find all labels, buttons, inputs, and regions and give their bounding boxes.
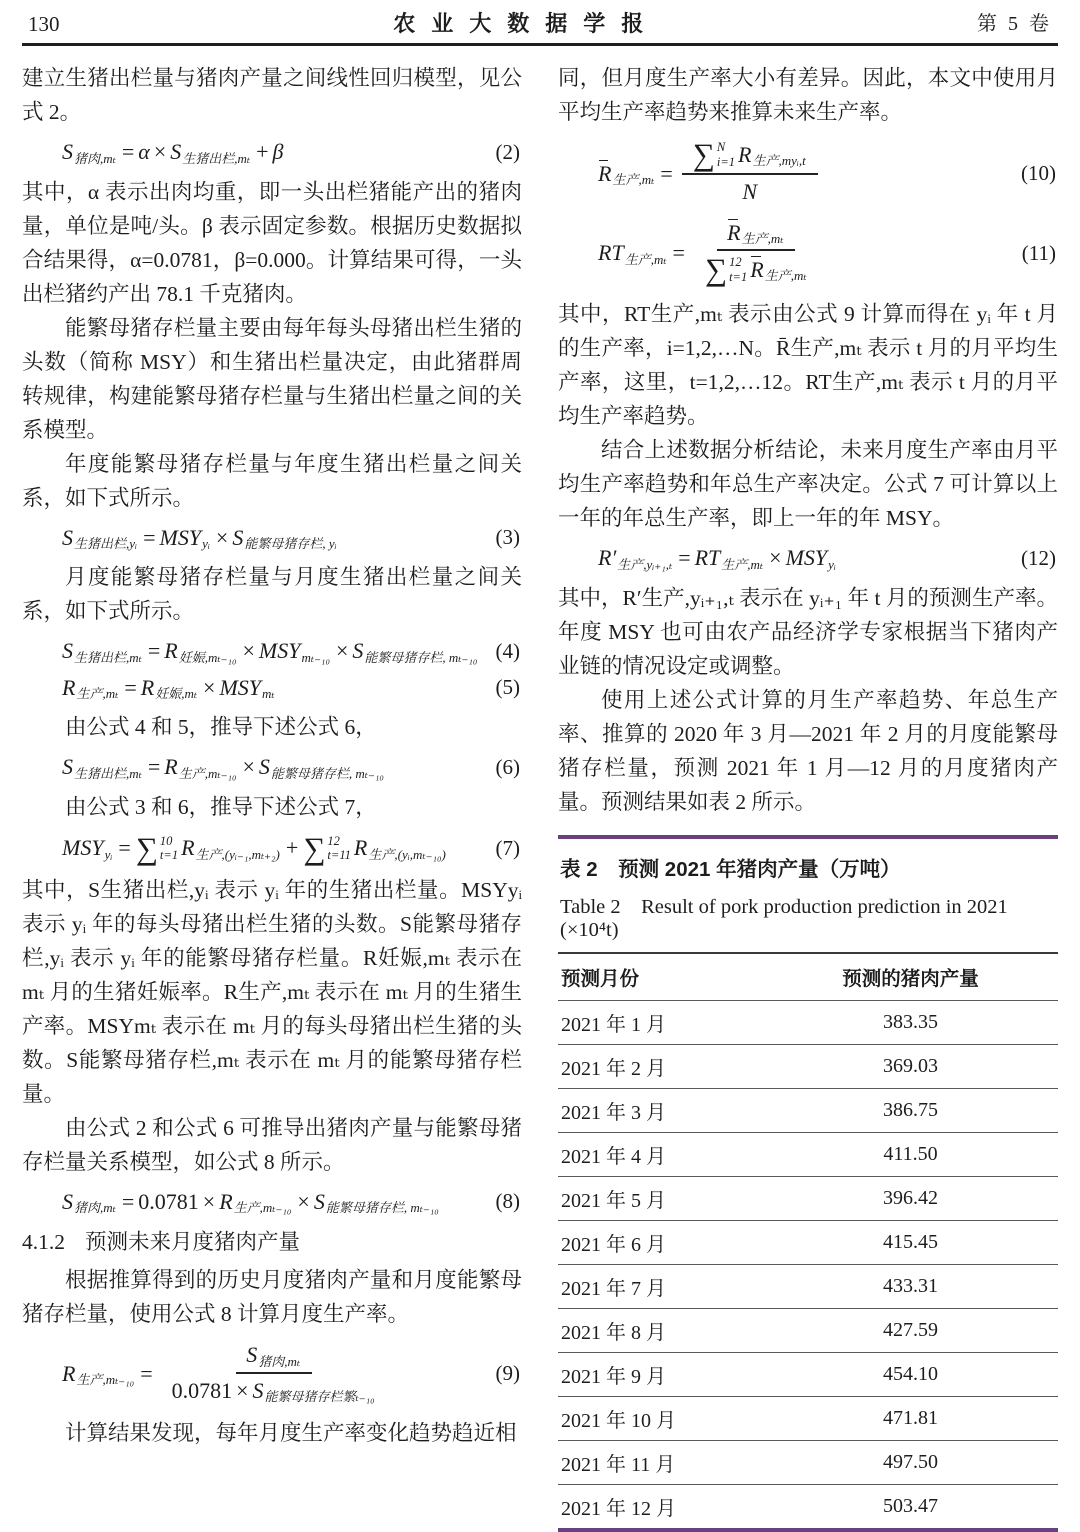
math-subscript: 能繁母猪存栏, mₜ₋₁₀ (325, 1200, 439, 1216)
formula (558, 218, 1058, 289)
math-token: = (140, 1360, 153, 1386)
math-variable: R (140, 674, 155, 700)
formula-body (598, 138, 1021, 209)
math-subscript: yᵢ (104, 846, 113, 862)
math-token: = (672, 240, 685, 265)
journal-title: 农业大数据学报 (393, 11, 660, 36)
math-token: R (727, 219, 741, 245)
math-subscript: 生产,mₜ₋₁₀ (233, 1200, 292, 1216)
math-subscript: 妊娠,mₜ₋₁₀ (178, 649, 237, 665)
formula-body (62, 637, 496, 665)
upper-limit: 12 (729, 255, 742, 270)
math-token: × (153, 139, 167, 164)
math-variable: R (353, 835, 368, 861)
math-token: R (750, 256, 764, 282)
math-subscript: 猪肉,mₜ (74, 1200, 116, 1216)
math-token: × (769, 545, 782, 570)
right-column-text (558, 61, 1058, 819)
formula (22, 1188, 522, 1216)
fraction-numerator (682, 138, 818, 175)
paragraph: 其中，R′生产,yᵢ₊₁,ₜ 表示在 yᵢ₊₁ 年 t 月的预测生产率。年度 MSY 也可由农产品经济学专家根据当下猪肉产业链的情况设定或调整。 (558, 585, 1058, 678)
formula-number: (12) (1021, 545, 1056, 570)
math-token: = (121, 1188, 135, 1214)
formula (22, 637, 522, 665)
sigma-glyph: ∑ (704, 252, 728, 287)
paragraph: 计算结果发现，每年月度生产率变化趋势趋近相 (65, 1421, 517, 1445)
value-cell: 427.59 (763, 1308, 1058, 1352)
month-cell: 2021 年 1 月 (558, 1000, 763, 1044)
formula-number: (3) (495, 525, 520, 550)
table-header-row (558, 953, 1058, 1001)
formula-body (62, 674, 496, 702)
paragraph: 能繁母猪存栏量主要由每年每头母猪出栏生猪的头数（简称 MSY）和生猪出栏量决定，由此猪群周转规律，构建能繁母猪存栏量与生猪出栏量之间的关系模型。 (22, 315, 522, 442)
section-number: 4.1.2 (22, 1230, 65, 1254)
math-variable: MSY (159, 524, 202, 550)
summation-limits (327, 834, 350, 863)
math-variable: S (246, 1342, 258, 1367)
math-subscript: 妊娠,mₜ (155, 686, 198, 702)
math-token: = (147, 638, 161, 663)
math-variable: β (272, 139, 284, 164)
sigma-glyph: ∑ (692, 137, 715, 172)
math-token: × (203, 674, 216, 700)
formula-body (62, 753, 496, 781)
math-token: × (335, 638, 349, 663)
value-cell: 383.35 (763, 1000, 1058, 1044)
formula-number: (7) (495, 835, 520, 860)
formula-number: (4) (495, 638, 520, 663)
formula (22, 1340, 522, 1407)
math-subscript: 生产,mₜ (624, 251, 667, 267)
formula (558, 138, 1058, 209)
math-subscript: 生产,(yᵢ,mₜ₋₁₀) (368, 846, 446, 862)
summation-symbol (705, 254, 747, 285)
summation-symbol (135, 830, 179, 866)
math-subscript: yᵢ (828, 556, 836, 572)
fraction (694, 218, 819, 289)
math-variable: MSY (258, 638, 301, 663)
lower-limit: t=1 (159, 848, 179, 862)
math-variable: S (313, 1188, 325, 1214)
math-token: = (147, 754, 161, 779)
formula-body (62, 1340, 496, 1407)
fraction-denominator (694, 251, 819, 288)
math-subscript: 生猪出栏,mₜ (182, 150, 251, 166)
paragraph: 结合上述数据分析结论，未来月度生产率由月平均生产率趋势和年总生产率决定。公式 7 可计算以上一年的年总生产率，即上一年的年 MSY。 (558, 438, 1058, 530)
section-title: 预测未来月度猪肉产量 (85, 1230, 301, 1254)
math-subscript: 能繁母猪存栏, yᵢ (244, 536, 337, 552)
sigma-glyph: ∑ (135, 830, 158, 866)
math-token: × (202, 1188, 216, 1214)
fraction (162, 1340, 387, 1407)
math-variable: R′ (598, 545, 617, 570)
math-variable: RT (598, 240, 624, 265)
value-cell: 369.03 (763, 1044, 1058, 1088)
upper-limit: 12 (327, 833, 340, 848)
paragraph: 其中，S生猪出栏,yᵢ 表示 yᵢ 年的生猪出栏量。MSYyᵢ 表示 yᵢ 年的每头母猪出栏生猪的头数。S能繁母猪存栏,yᵢ 表示 yᵢ 年的能繁母猪存栏量。R妊娠,mₜ 表示在 mₜ 月的生猪妊娠率。R生产,mₜ 表示在 mₜ 月的生猪生产率。MSYmₜ 表示在 mₜ 月的每头母猪出栏生猪的头数。S能繁母猪存栏,mₜ 表示在 mₜ 月的能繁母猪存栏量。 (22, 877, 522, 1106)
table-caption-zh: 表 2 预测 2021 年猪肉产量（万吨） (560, 857, 901, 881)
formula (558, 544, 1058, 572)
page-number: 130 (28, 12, 60, 36)
summation-limits (717, 140, 735, 169)
paragraph: 建立生猪出栏量与猪肉产量之间线性回归模型，见公式 2。 (22, 66, 522, 124)
math-token: 0.0781 (138, 1188, 199, 1214)
math-token: × (242, 754, 255, 779)
math-variable: S (232, 524, 244, 550)
table-row (558, 1264, 1058, 1308)
paragraph: 其中，α 表示出肉均重，即一头出栏猪能产出的猪肉量，单位是吨/头。β 表示固定参数。根据历史数据拟合结果得，α=0.0781，β=0.000。计算结果可得，一头出栏猪约产出 78.1 千克猪肉。 (22, 179, 522, 306)
math-variable: MSY (219, 674, 262, 700)
math-subscript: 猪肉,mₜ (74, 150, 116, 166)
value-cell: 396.42 (763, 1176, 1058, 1220)
table-2-section (558, 835, 1058, 1532)
table-row (558, 1396, 1058, 1440)
upper-limit: 10 (159, 833, 173, 848)
value-cell: 503.47 (883, 1494, 938, 1517)
formula (22, 753, 522, 781)
table-row (558, 1484, 1058, 1528)
math-subscript: mₜ₋₁₀ (301, 649, 330, 665)
sigma-glyph: ∑ (303, 830, 326, 866)
math-token: × (242, 638, 255, 663)
table-row (558, 1352, 1058, 1396)
table-row (558, 1088, 1058, 1132)
paragraph: 年度能繁母猪存栏量与年度生猪出栏量之间关系，如下式所示。 (22, 451, 522, 510)
math-variable: R (62, 1360, 76, 1386)
upper-limit: N (716, 140, 726, 155)
month-cell: 2021 年 9 月 (558, 1352, 763, 1396)
math-subscript: 生产,mₜ₋₁₀ (76, 1372, 135, 1388)
math-token: + (256, 139, 269, 164)
math-token: = (143, 524, 156, 550)
math-variable: MSY (62, 835, 104, 861)
month-cell: 2021 年 10 月 (558, 1396, 763, 1440)
value-cell: 497.50 (763, 1440, 1058, 1484)
summation-symbol (303, 830, 351, 866)
table-row (558, 1132, 1058, 1176)
math-token: R (598, 160, 612, 186)
formula-body (62, 830, 496, 866)
formula-body (598, 218, 1022, 289)
paragraph: 同，但月度生产率大小有差异。因此，本文中使用月平均生产率趋势来推算未来生产率。 (558, 66, 1058, 124)
value-cell: 433.31 (763, 1264, 1058, 1308)
volume-label: 第 5 卷 (976, 13, 1052, 35)
math-variable: S (252, 1377, 264, 1403)
formula-body (598, 544, 1021, 572)
paragraph: 月度能繁母猪存栏量与月度生猪出栏量之间关系，如下式所示。 (22, 565, 522, 623)
table-caption-en: Table 2 Result of pork production prediction in 2021 (×10⁴t) (560, 895, 1008, 941)
math-variable: N (742, 179, 758, 204)
math-subscript: 生猪出栏,mₜ (74, 649, 142, 665)
math-subscript: mₜ (262, 686, 275, 702)
formula (22, 524, 522, 552)
formula-body (62, 138, 496, 166)
formula-number: (9) (495, 1361, 520, 1386)
math-subscript: 能繁母猪存栏繁ₜ₋₁₀ (264, 1389, 375, 1405)
math-token: = (121, 139, 135, 164)
math-variable: RT (694, 545, 721, 570)
math-token: = (660, 160, 673, 186)
fraction-numerator (717, 218, 795, 252)
math-subscript: 生猪出栏,mₜ (74, 765, 142, 781)
math-token: = (124, 674, 137, 700)
prediction-table (558, 952, 1058, 1528)
month-cell: 2021 年 8 月 (558, 1308, 763, 1352)
paragraph: 由公式 2 和公式 6 可推导出猪肉产量与能繁母猪存栏量关系模型，如公式 8 所示。 (22, 1115, 522, 1174)
math-variable: S (258, 754, 270, 779)
math-variable: S (62, 754, 73, 779)
month-cell: 2021 年 6 月 (558, 1220, 763, 1264)
right-column (558, 61, 1058, 1532)
math-variable: S (62, 139, 73, 164)
table-row (558, 1044, 1058, 1088)
math-subscript: 生产,mₜ (741, 231, 784, 247)
summation-limits (729, 255, 747, 284)
month-cell: 2021 年 5 月 (558, 1176, 763, 1220)
fraction-denominator (162, 1374, 387, 1408)
math-variable: R (62, 674, 76, 700)
math-variable: R (219, 1188, 233, 1214)
formula-number: (10) (1021, 161, 1056, 186)
math-subscript: 生猪出栏,yᵢ (74, 536, 138, 552)
fraction (682, 138, 818, 209)
two-column-body (22, 61, 1058, 1532)
value-cell: 471.81 (763, 1396, 1058, 1440)
math-variable: S (352, 638, 364, 663)
paragraph: 其中，RT生产,mₜ 表示由公式 9 计算而得在 yᵢ 年 t 月的生产率，i=1,2,…N。R̄生产,mₜ 表示 t 月的月平均生产率，这里，t=1,2,…12。RT生产,mₜ 表示 t 月的月平均生产率趋势。 (558, 302, 1058, 428)
month-cell: 2021 年 4 月 (558, 1132, 763, 1176)
formula-number: (6) (495, 754, 520, 779)
math-subscript: 能繁母猪存栏, mₜ₋₁₀ (270, 765, 384, 781)
left-column (22, 61, 522, 1532)
math-token: × (215, 524, 229, 550)
value-cell: 415.45 (763, 1220, 1058, 1264)
lower-limit: t=11 (327, 848, 351, 862)
column-header-production: 预测的猪肉产量 (763, 953, 1058, 1001)
math-token: 0.0781 (171, 1377, 233, 1403)
math-token: × (297, 1188, 310, 1214)
table-row (558, 1220, 1058, 1264)
fraction-denominator (732, 175, 767, 209)
month-cell: 2021 年 7 月 (558, 1264, 763, 1308)
lower-limit: t=1 (729, 269, 748, 284)
math-subscript: 生产,(yᵢ₋₁,mₜ₊₂) (195, 846, 280, 862)
paragraph: 由公式 4 和 5，推导下述公式 6， (65, 715, 377, 739)
summation-limits (160, 834, 178, 863)
math-subscript: 猪肉,mₜ (258, 1353, 301, 1369)
table-row (558, 1000, 1058, 1044)
math-variable: R (164, 638, 178, 663)
math-variable: α (138, 139, 150, 164)
paragraph: 由公式 3 和 6，推导下述公式 7， (65, 794, 377, 819)
formula (22, 674, 522, 702)
math-subscript: 生产,mₜ (764, 268, 807, 284)
paragraph: 使用上述公式计算的月生产率趋势、年总生产率、推算的 2020 年 3 月—2021 年 2 月的月度能繁母猪存栏量，预测 2021 年 1 月—12 月的月度猪肉产量。预测结果如表 2 所示。 (558, 687, 1058, 814)
math-subscript: 生产,yᵢ₊₁,ₜ (617, 556, 673, 572)
formula-body (62, 1188, 496, 1216)
math-subscript: 生产,mₜ₋₁₀ (178, 765, 237, 781)
math-variable: S (62, 1188, 73, 1214)
math-variable: R (164, 754, 178, 779)
table-row (558, 1440, 1058, 1484)
value-cell: 411.50 (763, 1132, 1058, 1176)
formula (22, 830, 522, 866)
formula-number: (8) (495, 1189, 520, 1214)
summation-symbol (693, 139, 735, 170)
math-subscript: 能繁母猪存栏, mₜ₋₁₀ (364, 649, 478, 665)
month-cell: 2021 年 2 月 (558, 1044, 763, 1088)
math-subscript: 生产,mₜ (612, 172, 655, 188)
month-cell: 2021 年 11 月 (558, 1440, 763, 1484)
value-cell: 454.10 (763, 1352, 1058, 1396)
math-token: = (118, 835, 131, 861)
value-cell: 386.75 (763, 1088, 1058, 1132)
running-head (22, 8, 1058, 46)
fraction-numerator (236, 1340, 312, 1374)
month-cell: 2021 年 12 月 (561, 1497, 676, 1520)
paragraph: 根据推算得到的历史月度猪肉产量和月度能繁母猪存栏量，使用公式 8 计算月度生产率。 (22, 1268, 522, 1326)
table-row (558, 1176, 1058, 1220)
math-subscript: 生产,mₜ (76, 686, 119, 702)
math-token: + (285, 835, 299, 861)
math-subscript: yᵢ (202, 536, 210, 552)
math-subscript: 生产,myᵢ,t (752, 153, 806, 169)
math-token: = (678, 545, 691, 570)
formula (22, 138, 522, 166)
section-heading (22, 1224, 522, 1260)
formula-number: (11) (1021, 240, 1056, 265)
math-variable: S (170, 139, 182, 164)
formula-number: (5) (495, 675, 520, 700)
math-variable: S (62, 638, 73, 663)
math-variable: R (181, 835, 195, 861)
math-subscript: 生产,mₜ (721, 556, 764, 572)
table-row (558, 1308, 1058, 1352)
math-variable: S (62, 524, 73, 550)
column-header-month: 预测月份 (558, 953, 763, 1001)
math-variable: MSY (785, 545, 828, 570)
formula-number: (2) (495, 139, 520, 164)
lower-limit: i=1 (716, 154, 736, 169)
month-cell: 2021 年 3 月 (558, 1088, 763, 1132)
formula-body (62, 524, 496, 552)
math-variable: R (738, 141, 752, 167)
math-token: × (236, 1377, 249, 1403)
